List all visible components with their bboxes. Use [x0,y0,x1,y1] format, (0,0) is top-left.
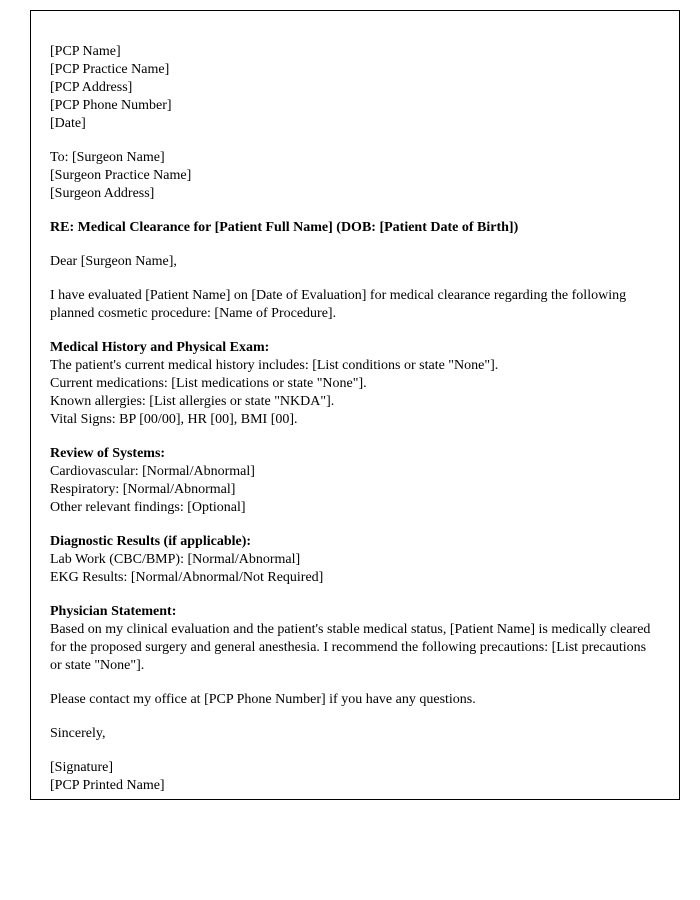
letter-line: Dear [Surgeon Name], [50,254,177,269]
letter-line: Respiratory: [Normal/Abnormal] [50,482,236,497]
signature-block [50,759,660,795]
letter-line: [Signature] [50,760,113,775]
review-of-systems-section [50,445,660,517]
recipient-block [50,149,660,203]
letter-line: [PCP Address] [50,80,133,95]
closing-block [50,725,660,743]
letter-line: [Surgeon Practice Name] [50,168,192,183]
diagnostic-results-section [50,533,660,587]
letter-line: Current medications: [List medications or state "None"]. [50,376,367,391]
letter-body [50,43,660,795]
letter-line: [PCP Name] [50,44,121,59]
letter-line: Cardiovascular: [Normal/Abnormal] [50,464,255,479]
contact-paragraph [50,691,660,709]
letter-line: [PCP Practice Name] [50,62,170,77]
letter-line: [Surgeon Address] [50,186,155,201]
section-heading: Diagnostic Results (if applicable): [50,534,252,549]
section-heading: Physician Statement: [50,604,177,619]
section-heading: Review of Systems: [50,446,166,461]
intro-paragraph [50,287,660,323]
letter-line: I have evaluated [Patient Name] on [Date of Evaluation] for medical clearance regarding the following planned cosmetic procedure: [Name of Procedure]. [50,288,627,321]
letter-line: [Date] [50,116,86,131]
letter-line: [PCP Printed Name] [50,778,165,793]
letter-line: Vital Signs: BP [00/00], HR [00], BMI [00]. [50,412,298,427]
letter-line: EKG Results: [Normal/Abnormal/Not Required] [50,570,324,585]
letter-line: Lab Work (CBC/BMP): [Normal/Abnormal] [50,552,301,567]
letter-line: Please contact my office at [PCP Phone Number] if you have any questions. [50,692,476,707]
subject-line-block [50,219,660,237]
salutation-block [50,253,660,271]
letter-page [30,10,680,800]
letter-line: The patient's current medical history includes: [List conditions or state "None"]. [50,358,499,373]
section-heading: Medical History and Physical Exam: [50,340,270,355]
letter-line: Known allergies: [List allergies or state "NKDA"]. [50,394,335,409]
section-heading: RE: Medical Clearance for [Patient Full Name] (DOB: [Patient Date of Birth]) [50,220,519,235]
medical-history-section [50,339,660,429]
letter-line: Sincerely, [50,726,106,741]
letter-line: To: [Surgeon Name] [50,150,165,165]
letter-line: Other relevant findings: [Optional] [50,500,246,515]
letter-line: [PCP Phone Number] [50,98,172,113]
letter-line: Based on my clinical evaluation and the patient's stable medical status, [Patient Name] is medically cleared for the proposed surgery and general anesthesia. I recommend the following precautions: [List precautions or state "None"]. [50,622,651,673]
sender-block [50,43,660,133]
physician-statement-section [50,603,660,675]
